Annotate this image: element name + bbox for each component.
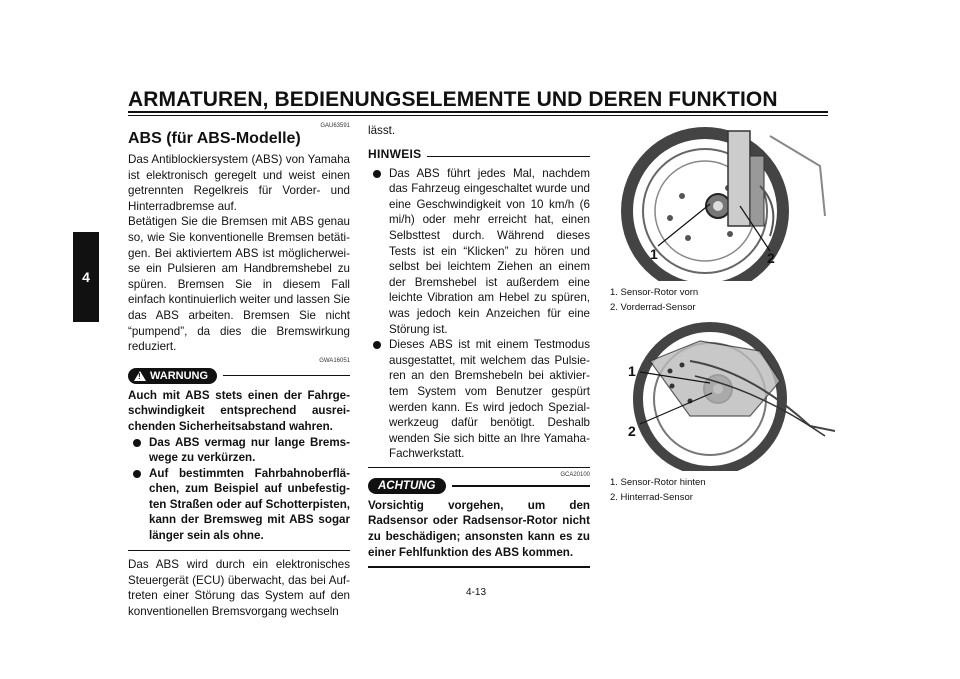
section-code: GAU63591: [320, 123, 350, 129]
achtung-header: [368, 478, 590, 494]
warning-badge: [128, 368, 217, 384]
callout-2: 2: [767, 250, 775, 266]
achtung-rule: [452, 485, 591, 487]
header-rule: [128, 111, 828, 113]
achtung-code: GCA20100: [560, 471, 590, 478]
warning-intro: Auch mit ABS stets einen der Fahrgeschwindigkeit entsprechend ausreichenden Sicherheitsabstand wahren.: [128, 388, 350, 433]
warning-list-item: Auf bestimmten Fahrbahnoberflächen, zum Beispiel auf unbefestigten Straßen oder auf Schotterpisten, kann der Bremsweg mit ABS sogar länger sein als ohne.: [128, 466, 350, 544]
caption-line: 1. Sensor-Rotor vorn: [610, 287, 699, 298]
paragraph-continuation: lässt.: [368, 124, 396, 137]
page-title: ARMATUREN, BEDIENUNGSELEMENTE UND DEREN FUNKTION: [128, 88, 778, 111]
bullet-icon: [133, 470, 141, 478]
achtung-end-rule: [368, 566, 590, 568]
chapter-tab-number: 4: [82, 269, 90, 285]
hinweis-rule: [427, 156, 590, 157]
hinweis-header: [368, 147, 590, 161]
callout-1: 1: [650, 246, 658, 262]
figure-caption-front: [610, 285, 835, 315]
chapter-tab: [73, 232, 99, 322]
hinweis-list: [368, 166, 590, 462]
caption-line: 2. Vorderrad-Sensor: [610, 302, 696, 313]
callout-1: 1: [628, 363, 636, 379]
hinweis-label: HINWEIS: [368, 146, 422, 161]
warning-header: [128, 368, 350, 384]
hinweis-end-rule: [368, 467, 590, 468]
hinweis-list-item: Dieses ABS ist mit einem Testmodus ausgestattet, mit welchem das Pulsieren an den Bremshebeln bei aktiviertem System vom Benutzer gespürt werden kann. Es wird jedoch Spezialwerkzeug dafür benötigt. Deshalb wenden Sie sich bitte an Ihre Yamaha-Fachwerkstatt.: [368, 337, 590, 462]
figure-caption-rear: [610, 475, 835, 505]
warning-label: WARNUNG: [150, 369, 209, 382]
caption-line: 1. Sensor-Rotor hinten: [610, 477, 706, 488]
caption-line: 2. Hinterrad-Sensor: [610, 492, 693, 503]
header-rule-thin: [128, 115, 828, 116]
column-1: [128, 123, 350, 620]
paragraph-ecu: Das ABS wird durch ein elektronisches Steuergerät (ECU) überwacht, das bei Auftreten einer Störung das System auf den konventionellen Bremsvorgang wechseln: [128, 558, 350, 618]
figure-front-wheel: [610, 126, 835, 281]
column-3: [610, 126, 835, 505]
paragraph-abs-usage: Betätigen Sie die Bremsen mit ABS genau so, wie Sie konventionelle Bremsen betätigen. Bei aktiviertem ABS ist möglicherweise ein Pulsieren am Handbremshebel zu spüren. Bremsen Sie in diesem Fall einfach kontinuierlich weiter und lassen Sie das ABS arbeiten. Bremsen Sie nicht “pumpend”, da dies die Bremswirkung reduziert.: [128, 215, 350, 354]
front-wheel-illustration: [610, 126, 835, 281]
page-number: 4-13: [466, 587, 487, 598]
warning-triangle-icon: !: [134, 371, 146, 381]
paragraph-abs-intro: Das Antiblockiersystem (ABS) von Yamaha ist elektronisch geregelt und weist einen getrennten Regelkreis für Vorder- und Hinterradbremse auf.: [128, 153, 350, 213]
achtung-badge: ACHTUNG: [368, 478, 446, 494]
warning-list-item: Das ABS vermag nur lange Bremswege zu verkürzen.: [128, 435, 350, 466]
warning-code: GWA16051: [319, 357, 350, 364]
callout-2: 2: [628, 423, 636, 439]
warning-rule: [223, 375, 350, 377]
bullet-icon: [133, 439, 141, 447]
warning-list: [128, 435, 350, 544]
page-header: [128, 88, 828, 112]
figure-rear-wheel: [610, 321, 835, 471]
bullet-icon: [373, 170, 381, 178]
column-2: [368, 123, 590, 574]
rear-wheel-illustration: [610, 321, 835, 471]
section-heading: ABS (für ABS-Modelle): [128, 130, 301, 147]
bullet-icon: [373, 341, 381, 349]
warning-end-rule: [128, 550, 350, 552]
achtung-text: Vorsichtig vorgehen, um den Radsensor oder Radsensor-Rotor nicht zu beschädigen; ansonsten kann es zu einer Fehlfunktion des ABS kommen.: [368, 498, 590, 559]
hinweis-list-item: Das ABS führt jedes Mal, nachdem das Fahrzeug eingeschaltet wurde und eine Geschwindigkeit von 10 km/h (6 mi/h) oder mehr erreicht hat, einen Selbsttest durch. Während dieses Tests ist ein “Klicken” zu hören und selbst bei leichtem Ziehen an einem der Bremshebel ist außerdem eine leichte Vibration am Hebel zu spüren, was jedoch kein Anzeichen für eine Störung ist.: [368, 166, 590, 338]
